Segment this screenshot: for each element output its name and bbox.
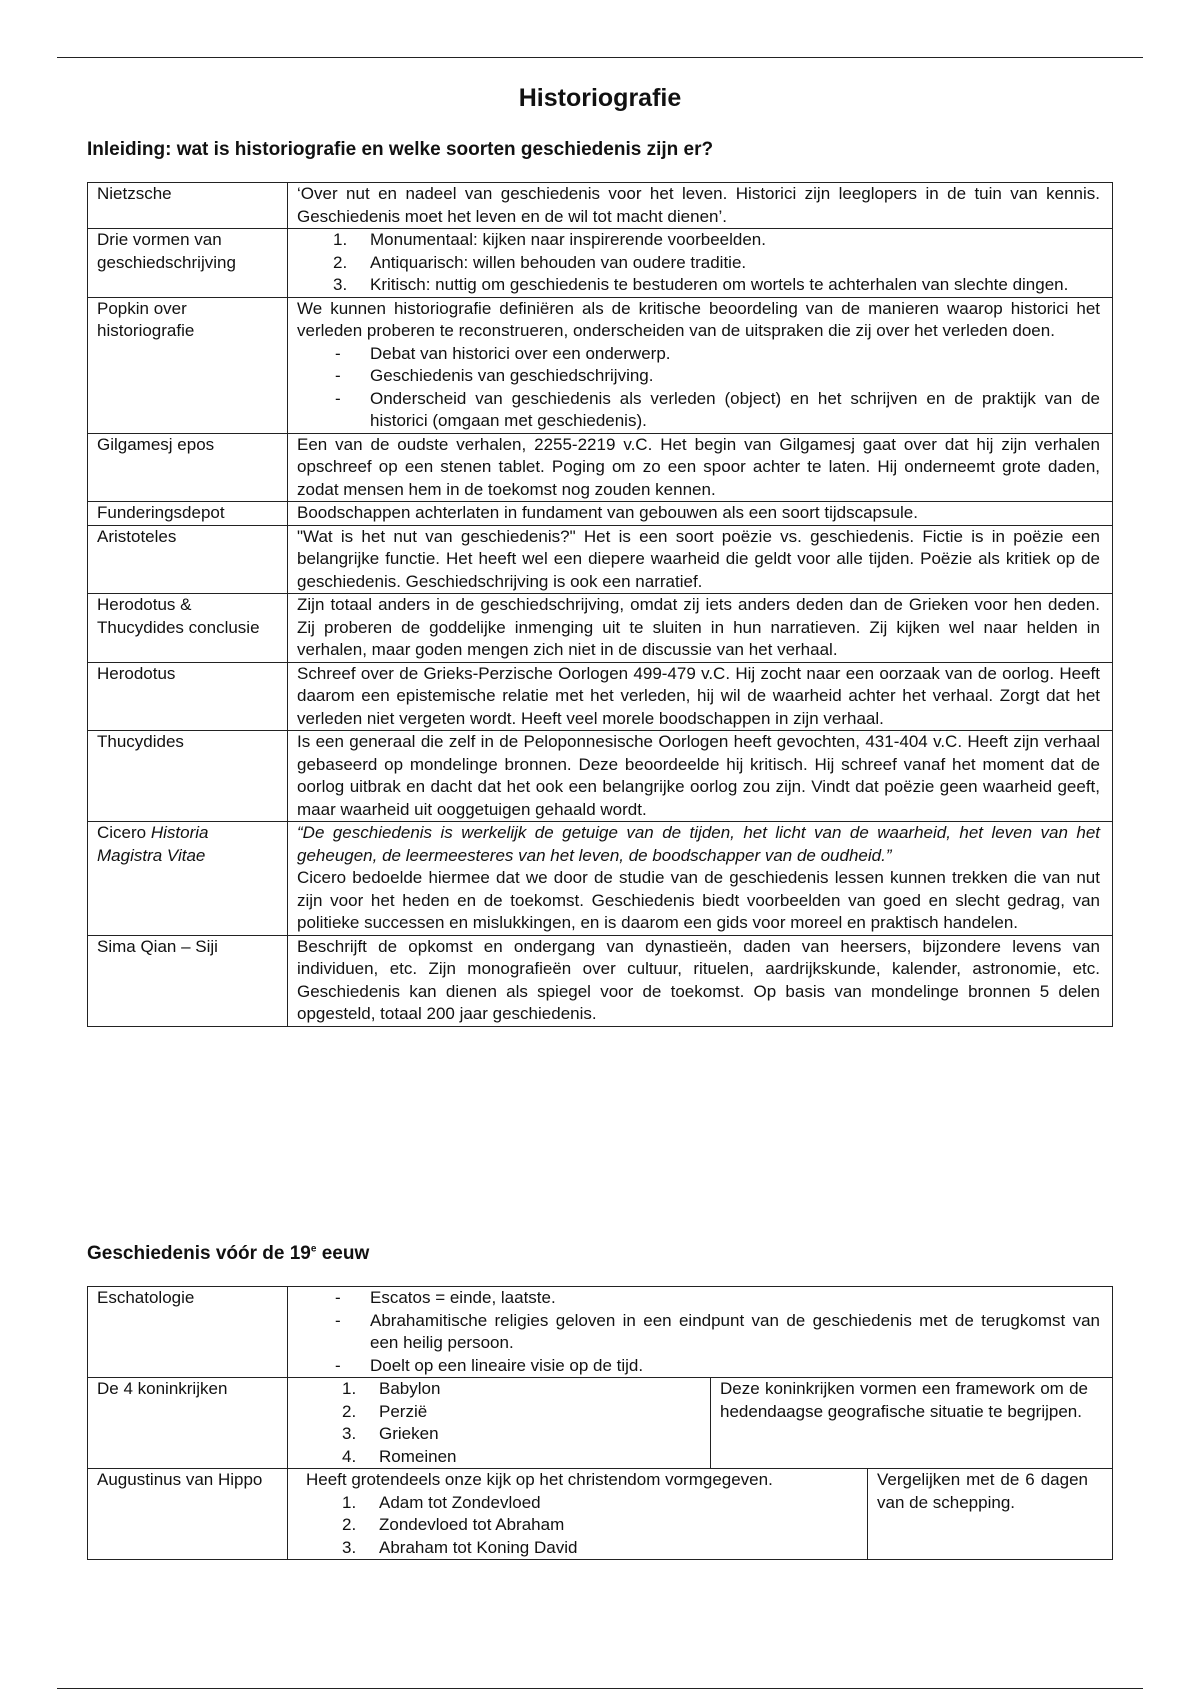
table-row bbox=[88, 1378, 1113, 1469]
list-item: Adam tot Zondevloed bbox=[379, 1492, 541, 1512]
list-item: Babylon bbox=[379, 1379, 441, 1398]
cicero-work-title: Historia Magistra Vitae bbox=[97, 823, 209, 865]
list-item: - Onderscheid van geschiedenis als verleden (object) en het schrijven en de praktijk van de historici (omgaan met geschiedenis). bbox=[333, 388, 1100, 433]
row-content bbox=[288, 822, 1113, 936]
cicero-name: Cicero bbox=[97, 823, 147, 842]
row-text: ‘Over nut en nadeel van geschiedenis voor het leven. Historici zijn leeglopers in de tuin van kennis. Geschiedenis moet het leven en de wil tot macht dienen’. bbox=[288, 183, 1113, 229]
kingdoms-list-cell bbox=[297, 1378, 711, 1468]
row-label bbox=[88, 822, 288, 936]
table-row bbox=[88, 502, 1113, 526]
row-label: Nietzsche bbox=[88, 183, 288, 229]
table-row bbox=[88, 1469, 1113, 1560]
table-row bbox=[88, 525, 1113, 594]
row-label: Herodotus bbox=[88, 662, 288, 731]
heading-text-end: eeuw bbox=[316, 1243, 370, 1264]
list-item: - Debat van historici over een onderwerp. bbox=[333, 343, 1100, 366]
page-title: Historiografie bbox=[518, 84, 682, 112]
list-item: - Doelt op een lineaire visie op de tijd. bbox=[333, 1355, 1100, 1378]
row-label: Eschatologie bbox=[88, 1287, 288, 1378]
top-rule bbox=[57, 57, 1143, 58]
row-content bbox=[288, 229, 1113, 298]
table-row bbox=[88, 183, 1113, 229]
bottom-rule bbox=[57, 1688, 1143, 1689]
kingdoms-note: Deze koninkrijken vormen een framework om de hedendaagse geografische situatie te begrijpen. bbox=[711, 1378, 1101, 1468]
list-item: Abraham tot Koning David bbox=[379, 1537, 578, 1557]
row-text: Een van de oudste verhalen, 2255-2219 v.C. Het begin van Gilgamesj gaat over dat hij zijn verhalen opschreef op een stenen tablet. Poging om zo een spoor achter te laten. Hij onderneemt grote daden, zodat mensen hem in de toekomst nog zouden kennen. bbox=[288, 433, 1113, 502]
table-row bbox=[88, 822, 1113, 936]
split-cell bbox=[297, 1378, 1100, 1468]
table-row bbox=[88, 662, 1113, 731]
row-label: Gilgamesj epos bbox=[88, 433, 288, 502]
row-label: Herodotus & Thucydides conclusie bbox=[88, 594, 288, 663]
row-label: Popkin over historiografie bbox=[88, 297, 288, 433]
row-content bbox=[288, 1378, 1113, 1469]
section-heading-intro: Inleiding: wat is historiografie en welke soorten geschiedenis zijn er? bbox=[87, 139, 714, 160]
row-text: Cicero bedoelde hiermee dat we door de studie van de geschiedenis lessen kunnen trekken die van nut zijn voor het heden en de toekomst. Geschiedenis biedt voorbeelden van goed en slecht gedrag, van politieke successen en mislukkingen, en is daarom een gids voor moreel en praktisch handelen. bbox=[297, 868, 1100, 932]
heading-superscript: e bbox=[310, 1243, 317, 1255]
section-heading-pre-19th-century bbox=[87, 1243, 369, 1265]
table-row bbox=[88, 229, 1113, 298]
dash-list bbox=[297, 343, 1100, 433]
row-label: Aristoteles bbox=[88, 525, 288, 594]
numbered-list bbox=[306, 1492, 855, 1560]
table-row bbox=[88, 935, 1113, 1026]
cicero-quote: “De geschiedenis is werkelijk de getuige van de tijden, het licht van de waarheid, het leven van het geheugen, de leermeesteres van het leven, de boodschapper van de oudheid.” bbox=[297, 823, 1100, 865]
pre-19th-century-table bbox=[87, 1286, 1113, 1560]
table-row bbox=[88, 297, 1113, 433]
table-row bbox=[88, 433, 1113, 502]
row-text: Heeft grotendeels onze kijk op het christendom vormgegeven. bbox=[306, 1470, 773, 1489]
dash-list bbox=[297, 1287, 1100, 1377]
numbered-list bbox=[297, 229, 1100, 297]
row-content bbox=[288, 1287, 1113, 1378]
row-content bbox=[288, 297, 1113, 433]
list-item: - Abrahamitische religies geloven in een eindpunt van de geschiedenis met de terugkomst van een heilig persoon. bbox=[333, 1310, 1100, 1355]
heading-text: Geschiedenis vóór de 19 bbox=[87, 1243, 311, 1264]
row-text: Zijn totaal anders in de geschiedschrijving, omdat zij iets anders deden dan de Grieken voor hen deden. Zij proberen de goddelijke inmenging uit te sluiten in hun narratieven. Zij kijken wel naar helden in verhalen, maar goden mengen zich niet in de discussie van het verhaal. bbox=[288, 594, 1113, 663]
row-content bbox=[288, 1469, 1113, 1560]
row-text: Boodschappen achterlaten in fundament van gebouwen als een soort tijdscapsule. bbox=[288, 502, 1113, 526]
list-item: - Escatos = einde, laatste. bbox=[333, 1287, 1100, 1310]
table-row bbox=[88, 594, 1113, 663]
augustinus-main-cell bbox=[297, 1469, 868, 1559]
row-label: Augustinus van Hippo bbox=[88, 1469, 288, 1560]
list-item: Kritisch: nuttig om geschiedenis te bestuderen om wortels te achterhalen van slechte dingen. bbox=[370, 275, 1069, 294]
row-text: Is een generaal die zelf in de Peloponnesische Oorlogen heeft gevochten, 431-404 v.C. Heeft zijn verhaal gebaseerd op mondelinge bronnen. Deze beoordeelde hij kritisch. Hij schreef vanaf het moment dat de oorlog uitbrak en dacht dat het ook een belangrijke oorlog zou zijn. Vindt dat poëzie geen waarheid geeft, maar waarheid uit ooggetuigen gehaald wordt. bbox=[288, 731, 1113, 822]
row-text: Beschrijft de opkomst en ondergang van dynastieën, daden van heersers, bijzondere levens van individuen, etc. Zijn monografieën over cultuur, rituelen, aardrijkskunde, kalender, astronomie, etc. Geschiedenis kan dienen als spiegel voor de toekomst. Op basis van mondelinge bronnen 5 delen opgesteld, totaal 200 jaar geschiedenis. bbox=[288, 935, 1113, 1026]
split-cell bbox=[297, 1469, 1100, 1559]
intro-table bbox=[87, 182, 1113, 1027]
list-item: Grieken bbox=[379, 1424, 439, 1443]
list-item: Monumentaal: kijken naar inspirerende voorbeelden. bbox=[370, 230, 766, 249]
table-row bbox=[88, 731, 1113, 822]
row-text: "Wat is het nut van geschiedenis?" Het is een soort poëzie vs. geschiedenis. Fictie is in poëzie een belangrijke functie. Het heeft wel een diepere waarheid die geldt voor alle tijden. Poëzie als kritiek op de geschiedenis. Geschiedschrijving is ook een narratief. bbox=[288, 525, 1113, 594]
row-label: Funderingsdepot bbox=[88, 502, 288, 526]
list-item: Antiquarisch: willen behouden van oudere traditie. bbox=[370, 252, 747, 272]
row-label: De 4 koninkrijken bbox=[88, 1378, 288, 1469]
row-text: Schreef over de Grieks-Perzische Oorlogen 499-479 v.C. Hij zocht naar een oorzaak van de oorlog. Heeft daarom een epistemische relatie met het verleden, hij wil de waarheid achter het verhaal. Zorgt dat het verleden niet vergeten wordt. Heeft veel morele boodschappen in zijn verhaal. bbox=[288, 662, 1113, 731]
augustinus-note: Vergelijken met de 6 dagen van de schepping. bbox=[868, 1469, 1101, 1559]
row-label: Thucydides bbox=[88, 731, 288, 822]
row-label: Drie vormen van geschiedschrijving bbox=[88, 229, 288, 298]
numbered-list bbox=[306, 1378, 698, 1468]
list-item: - Geschiedenis van geschiedschrijving. bbox=[333, 365, 1100, 388]
row-label: Sima Qian – Siji bbox=[88, 935, 288, 1026]
table-row bbox=[88, 1287, 1113, 1378]
list-item: Romeinen bbox=[379, 1446, 457, 1466]
list-item: Perzië bbox=[379, 1401, 428, 1421]
list-item: Zondevloed tot Abraham bbox=[379, 1515, 565, 1534]
row-text: We kunnen historiografie definiëren als de kritische beoordeling van de manieren waarop historici het verleden proberen te reconstrueren, onderscheiden van de uitspraken die zij over het verleden doen. bbox=[297, 298, 1100, 340]
